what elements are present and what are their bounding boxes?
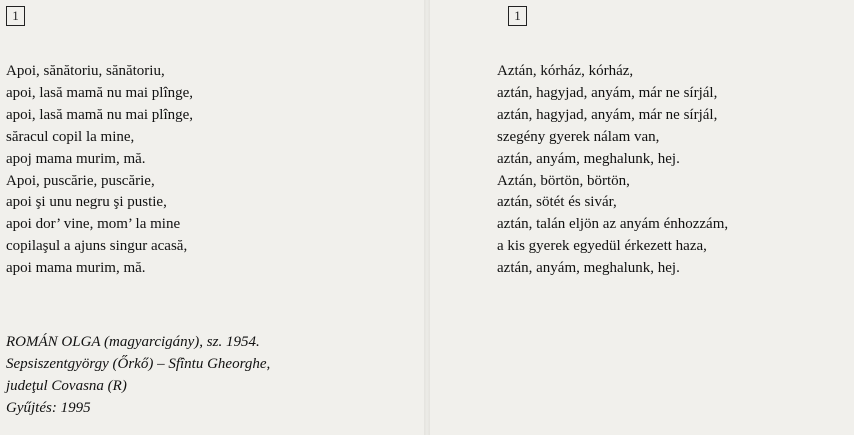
collection-year: Gyűjtés: 1995 bbox=[6, 400, 91, 416]
verse-line: aztán, anyám, meghalunk, hej. bbox=[497, 260, 680, 277]
song-number-box: 1 bbox=[6, 6, 25, 26]
verse-line: apoi mama murim, mă. bbox=[6, 260, 146, 277]
verse-line: Aztán, börtön, börtön, bbox=[497, 172, 630, 189]
verse-line: Apoi, puscărie, puscărie, bbox=[6, 172, 155, 189]
performer-county: judeţul Covasna (R) bbox=[6, 378, 127, 394]
verse-line: aztán, hagyjad, anyám, már ne sírjál, bbox=[497, 84, 718, 101]
verse-line: apoi dor’ vine, mom’ la mine bbox=[6, 216, 181, 233]
verse-line: apoi şi unu negru şi pustie, bbox=[6, 194, 167, 211]
verse-line: aztán, talán eljön az anyám énhozzám, bbox=[497, 216, 729, 233]
verse-line: apoi, lasă mamă nu mai plînge, bbox=[6, 84, 194, 101]
verse-line: a kis gyerek egyedül érkezett haza, bbox=[497, 238, 707, 255]
hungarian-verse bbox=[497, 61, 728, 280]
verse-line: apoi, lasă mamă nu mai plînge, bbox=[6, 106, 194, 123]
verse-line: apoj mama murim, mă. bbox=[6, 150, 146, 167]
song-number-box: 1 bbox=[508, 6, 527, 26]
performer-place: Sepsiszentgyörgy (Őrkő) – Sfîntu Gheorghe, bbox=[6, 356, 271, 372]
verse-line: aztán, anyám, meghalunk, hej. bbox=[497, 150, 680, 167]
verse-line: Aztán, kórház, kórház, bbox=[497, 63, 634, 79]
romani-verse bbox=[6, 61, 193, 280]
verse-line: szegény gyerek nálam van, bbox=[497, 128, 660, 145]
verse-line: aztán, hagyjad, anyám, már ne sírjál, bbox=[497, 106, 718, 123]
performer-credits bbox=[6, 331, 270, 419]
verse-line: copilaşul a ajuns singur acasă, bbox=[6, 238, 188, 255]
verse-line: Apoi, sănătoriu, sănătoriu, bbox=[6, 63, 165, 79]
verse-line: aztán, sötét és sivár, bbox=[497, 194, 617, 211]
right-page bbox=[427, 0, 854, 435]
verse-line: săracul copil la mine, bbox=[6, 128, 135, 145]
performer-name: ROMÁN OLGA (magyarcigány), sz. 1954. bbox=[6, 334, 260, 350]
